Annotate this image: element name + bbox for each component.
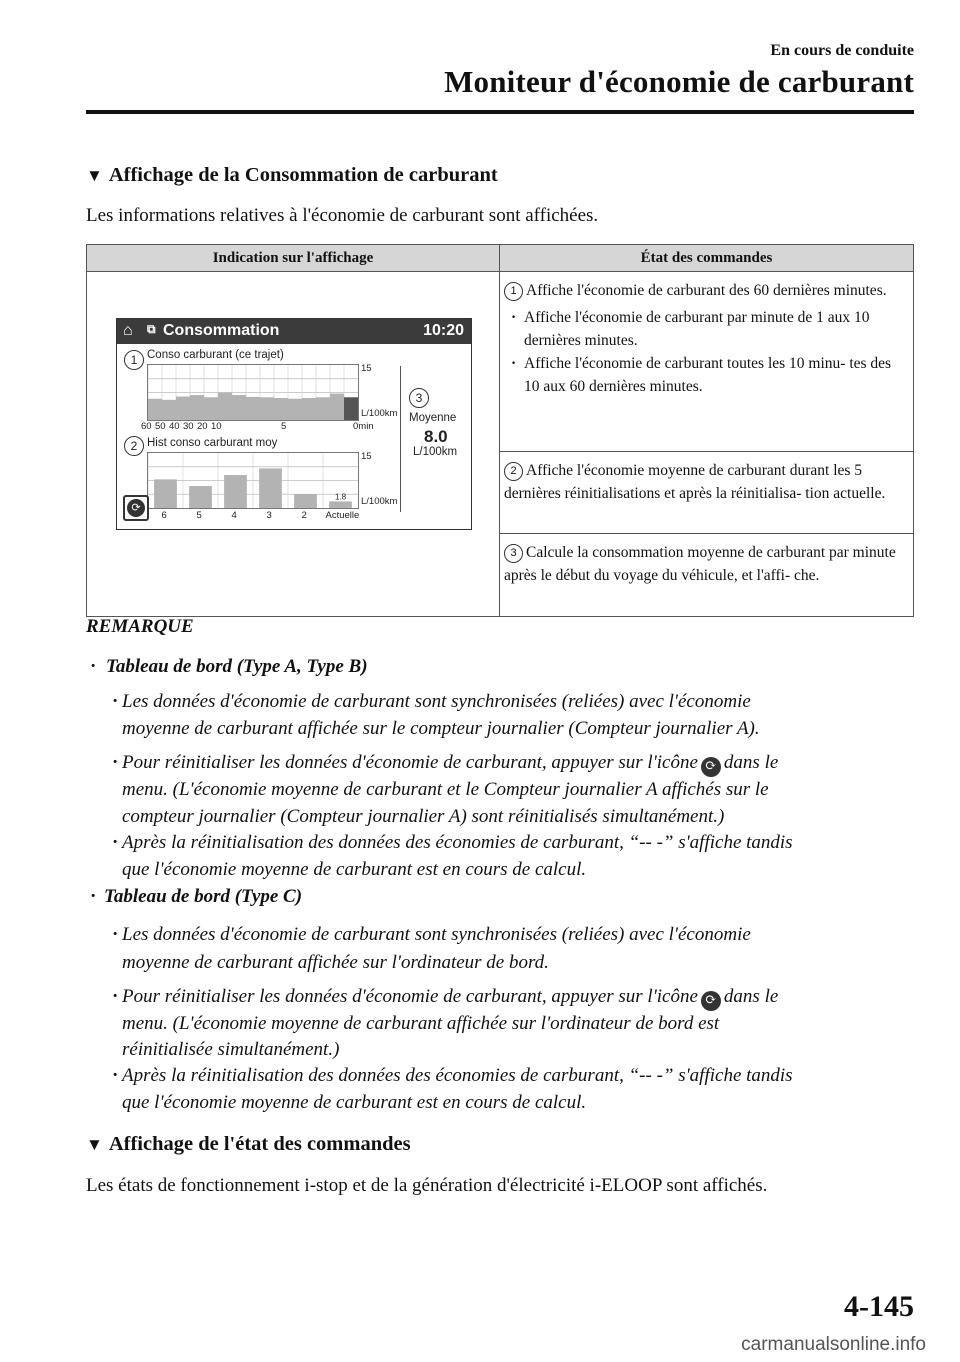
section-intro: Les informations relatives à l'économie de carburant sont affichées. (86, 205, 599, 226)
chapter-label: En cours de conduite (770, 42, 914, 59)
watermark: carmanualsonline.info (741, 1334, 926, 1355)
chart-bar (329, 501, 352, 508)
x-tick-label: 20 (197, 421, 208, 432)
col-header-controls: État des commandes (500, 245, 914, 272)
row2-text: Affiche l'économie moyenne de carburant durant les 5 dernières réinitialisations et après la réinitialisa- tion actuelle. (504, 461, 886, 502)
chart-bar (260, 397, 274, 420)
avg-value: 8.0 (424, 427, 448, 446)
row3-desc (500, 534, 914, 617)
x-tick-label: Actuelle (325, 510, 360, 521)
chart-bar (224, 475, 247, 508)
avg-divider (400, 366, 401, 512)
x-tick-label: 40 (169, 421, 180, 432)
reload-icon: ⟳ (701, 757, 721, 777)
chart1-label: Conso carburant (ce trajet) (147, 349, 284, 361)
callout-badge-1: 1 (124, 350, 144, 370)
note-a1-line1: · Les données d'économie de carburant sont synchronisées (reliées) avec l'économie (112, 691, 751, 712)
reset-button[interactable] (123, 495, 149, 521)
note-c2-line1: · Pour réinitialiser les données d'économie de carburant, appuyer sur l'icône ⟳ dans le (122, 986, 778, 1011)
chart-bar (274, 398, 288, 420)
note-title: REMARQUE (86, 616, 194, 637)
note-a2-line1: · Pour réinitialiser les données d'économie de carburant, appuyer sur l'icône ⟳ dans le (122, 752, 778, 777)
screen-cell (87, 272, 500, 617)
chart-bar (189, 486, 212, 508)
home-icon[interactable]: ⌂ (123, 322, 133, 339)
consumption-screen (116, 318, 472, 530)
chart1-svg (148, 365, 358, 420)
x-tick-label: 30 (183, 421, 194, 432)
chart-bar (204, 397, 218, 420)
note-c3-line2: que l'économie moyenne de carburant est en cours de calcul. (122, 1092, 587, 1113)
app-icon: ⧉ (147, 322, 156, 336)
row1-lead: Affiche l'économie de carburant des 60 dernières minutes. (526, 282, 887, 299)
x-tick-label: 10 (211, 421, 222, 432)
screen-title-bar (117, 319, 471, 344)
chart2-ymax: 15 (361, 451, 372, 462)
chart-bar (259, 468, 282, 508)
chart1-unit: L/100km (361, 408, 398, 419)
row3-text: Calcule la consommation moyenne de carburant par minute après le début du voyage du véhicule, et l'affi- che. (504, 544, 896, 585)
chart1-area (147, 364, 359, 421)
note-c1-line1: · Les données d'économie de carburant sont synchronisées (reliées) avec l'économie (112, 924, 751, 945)
x-tick-label: 3 (266, 510, 272, 521)
callout-badge-3: 3 (409, 388, 429, 408)
note-a1-line2: moyenne de carburant affichée sur le compteur journalier (Compteur journalier A). (122, 718, 760, 739)
chart-bar (162, 400, 176, 420)
callout-badge-2: 2 (124, 436, 144, 456)
note-c2-line3: réinitialisée simultanément.) (122, 1039, 340, 1060)
chart2-label: Hist conso carburant moy (147, 437, 278, 449)
note-group-c: · Tableau de bord (Type C) (90, 886, 303, 907)
chart1-ymax: 15 (361, 363, 372, 374)
section-title-text: Affichage de l'état des commandes (108, 1133, 411, 1155)
display-table (86, 244, 914, 617)
note-a3-line1: · Après la réinitialisation des données des économies de carburant, “-- -” s'affiche tandis (112, 832, 793, 853)
chart2-svg (148, 453, 358, 508)
chart-bar (316, 397, 330, 420)
page-number: 4-145 (844, 1290, 914, 1323)
x-tick-label: 5 (281, 421, 287, 432)
note-group-a: · Tableau de bord (Type A, Type B) (90, 656, 368, 677)
row2-badge: 2 (504, 462, 523, 481)
row1-desc (500, 272, 914, 452)
header-divider (86, 110, 914, 114)
chart-value-label: 1.8 (334, 492, 347, 502)
row3-badge: 3 (504, 544, 523, 563)
chart2-unit: L/100km (361, 496, 398, 507)
x-tick-label: 2 (301, 510, 307, 521)
avg-label: Moyenne (409, 412, 457, 424)
x-tick-label: 60 (141, 421, 152, 432)
chart-bar (288, 399, 302, 420)
page-title: Moniteur d'économie de carburant (444, 64, 914, 99)
note-a2-line3: compteur journalier (Compteur journalier A) sont réinitialisés simultanément.) (122, 806, 725, 827)
note-a2-line2: menu. (L'économie moyenne de carburant et le Compteur journalier A affichés sur le (122, 779, 769, 800)
chart-bar (190, 395, 204, 420)
note-c3-line1: · Après la réinitialisation des données des économies de carburant, “-- -” s'affiche tandis (112, 1065, 793, 1086)
chart-bar (154, 479, 177, 508)
chart2-area (147, 452, 359, 509)
section-title-controls (86, 1133, 411, 1156)
x-tick-label: 5 (196, 510, 202, 521)
chart-bar (330, 394, 344, 420)
x-tick-label: 6 (161, 510, 167, 521)
screen-clock: 10:20 (423, 322, 464, 339)
x-tick-label: 50 (155, 421, 166, 432)
chart-bar (232, 395, 246, 420)
row2-desc (500, 451, 914, 534)
reload-icon: ⟳ (127, 499, 145, 517)
screen-title: Consommation (163, 322, 280, 339)
chart-bar (302, 398, 316, 420)
chart-bar (294, 494, 317, 508)
avg-unit: L/100km (413, 446, 458, 458)
row1-bullets (504, 306, 907, 398)
list-item: · Affiche l'économie de carburant par minute de 1 aux 10 dernières minutes. (504, 306, 907, 352)
triangle-down-icon: ▼ (86, 1135, 103, 1154)
triangle-down-icon: ▼ (86, 166, 103, 185)
list-item: · Affiche l'économie de carburant toutes les 10 minu- tes des 10 aux 60 dernières minutes. (504, 352, 907, 398)
section2-text: Les états de fonctionnement i-stop et de la génération d'électricité i-ELOOP sont affichés. (86, 1175, 768, 1196)
section-title-text: Affichage de la Consommation de carburant (108, 164, 498, 186)
note-c2-line2: menu. (L'économie moyenne de carburant affichée sur l'ordinateur de bord est (122, 1013, 720, 1034)
x-tick-label: 4 (231, 510, 237, 521)
col-header-display: Indication sur l'affichage (87, 245, 500, 272)
row1-badge: 1 (504, 282, 523, 301)
section-title-consumption (86, 164, 498, 187)
chart-bar (344, 397, 358, 420)
note-a3-line2: que l'économie moyenne de carburant est en cours de calcul. (122, 859, 587, 880)
chart-bar (246, 397, 260, 420)
chart-bar (148, 399, 162, 420)
x-tick-label: 0min (353, 421, 374, 432)
note-c1-line2: moyenne de carburant affichée sur l'ordinateur de bord. (122, 952, 549, 973)
chart-bar (176, 397, 190, 420)
reload-icon: ⟳ (701, 991, 721, 1011)
chart-bar (218, 393, 232, 421)
